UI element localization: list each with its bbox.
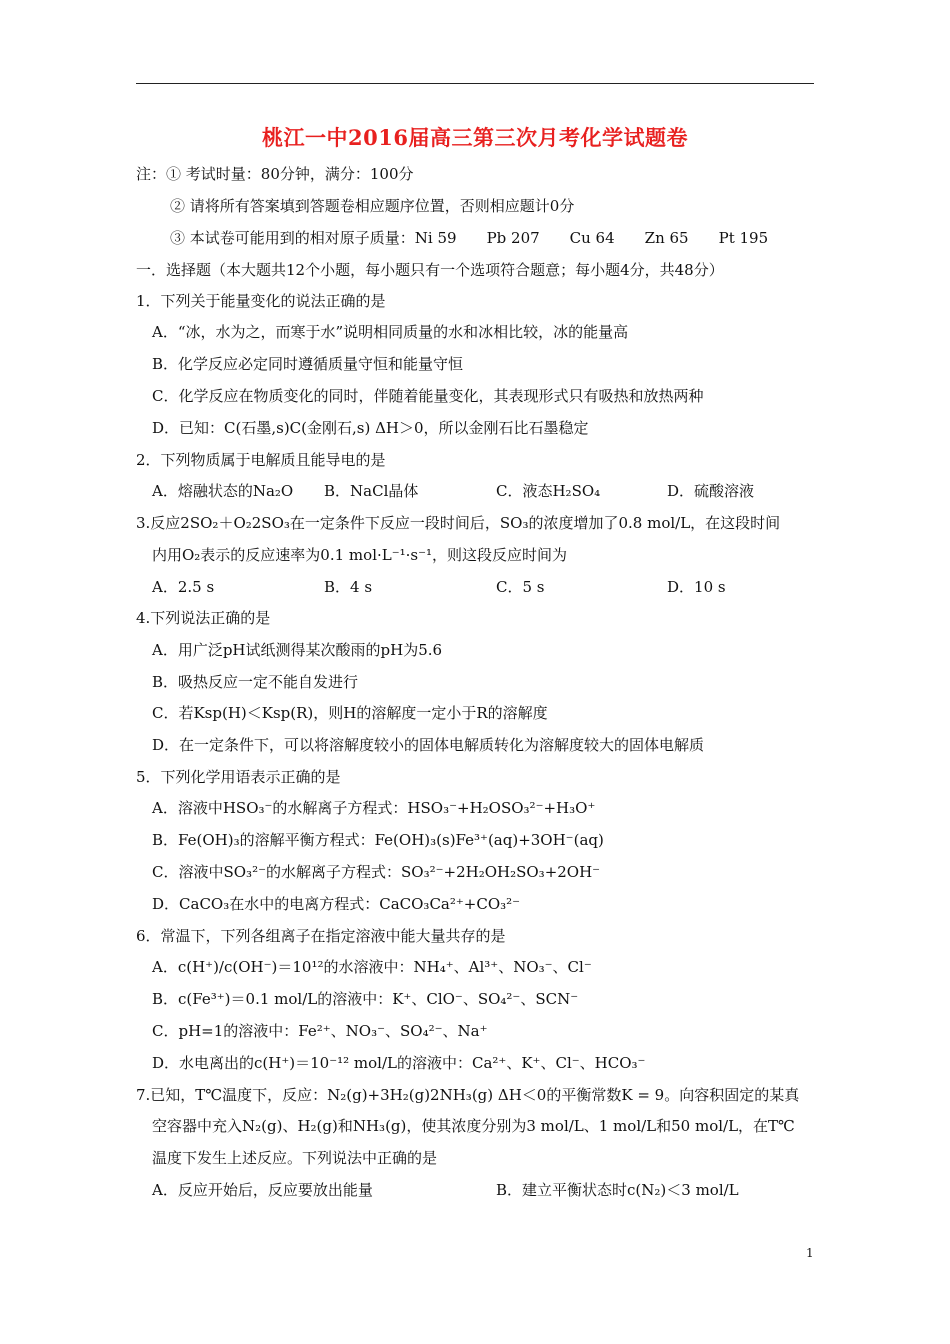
q1-option-a: A．“冰，水为之，而寒于水”说明相同质量的水和冰相比较，冰的能量高 — [152, 323, 629, 341]
q6-option-a: A．c(H⁺)/c(OH⁻)＝10¹²的水溶液中：NH₄⁺、Al³⁺、NO₃⁻、Cl⁻ — [152, 958, 592, 976]
q5-option-a: A．溶液中HSO₃⁻的水解离子方程式：HSO₃⁻+H₂OSO₃²⁻+H₃O⁺ — [152, 799, 596, 817]
q1-stem: 1．下列关于能量变化的说法正确的是 — [136, 292, 386, 310]
mass-cu: Cu 64 — [569, 229, 615, 247]
note-3-label: ③ 本试卷可能用到的相对原子质量： — [170, 229, 415, 247]
q2-option-a: A．熔融状态的Na₂O — [152, 482, 294, 500]
q3-stem-1: 3.反应2SO₂＋O₂2SO₃在一定条件下反应一段时间后，SO₃的浓度增加了0.8 mol/L，在这段时间 — [136, 514, 781, 532]
header-rule — [136, 83, 814, 84]
mass-zn: Zn 65 — [644, 229, 689, 247]
note-1: ① 考试时量：80分钟，满分：100分 — [166, 165, 414, 183]
q1-option-d: D．已知：C(石墨,s)C(金刚石,s) ΔH＞0，所以金刚石比石墨稳定 — [152, 419, 589, 437]
q7-stem-3: 温度下发生上述反应。下列说法中正确的是 — [152, 1149, 438, 1167]
mass-pt: Pt 195 — [718, 229, 769, 247]
q4-stem: 4.下列说法正确的是 — [136, 609, 271, 627]
q1-option-c: C．化学反应在物质变化的同时，伴随着能量变化，其表现形式只有吸热和放热两种 — [152, 387, 704, 405]
q5-stem: 5．下列化学用语表示正确的是 — [136, 768, 341, 786]
q5-option-c: C．溶液中SO₃²⁻的水解离子方程式：SO₃²⁻+2H₂OH₂SO₃+2OH⁻ — [152, 863, 601, 881]
q6-option-b: B．c(Fe³⁺)＝0.1 mol/L的溶液中：K⁺、ClO⁻、SO₄²⁻、SCN⁻ — [152, 990, 579, 1008]
note-2: ② 请将所有答案填到答题卷相应题序位置，否则相应题计0分 — [170, 197, 575, 215]
q5-option-d: D．CaCO₃在水中的电离方程式：CaCO₃Ca²⁺+CO₃²⁻ — [152, 895, 521, 913]
q6-option-d: D．水电离出的c(H⁺)＝10⁻¹² mol/L的溶液中：Ca²⁺、K⁺、Cl⁻、HCO₃⁻ — [152, 1054, 646, 1072]
q1-option-b: B．化学反应必定同时遵循质量守恒和能量守恒 — [152, 355, 464, 373]
exam-title: 桃江一中2016届高三第三次月考化学试题卷 — [262, 125, 688, 150]
note-3 — [170, 228, 768, 248]
q2-option-b: B．NaCl晶体 — [324, 482, 419, 500]
q7-stem-2: 空容器中充入N₂(g)、H₂(g)和NH₃(g)，使其浓度分别为3 mol/L、1 mol/L和50 mol/L，在T℃ — [152, 1117, 795, 1135]
q2-stem: 2．下列物质属于电解质且能导电的是 — [136, 451, 386, 469]
q2-option-c: C．液态H₂SO₄ — [496, 482, 601, 500]
q7-option-b: B．建立平衡状态时c(N₂)＜3 mol/L — [496, 1181, 739, 1199]
q7-option-a: A．反应开始后，反应要放出能量 — [152, 1181, 373, 1199]
q6-stem: 6．常温下，下列各组离子在指定溶液中能大量共存的是 — [136, 927, 506, 945]
notes-prefix: 注： — [136, 165, 167, 183]
q3-option-d: D．10 s — [667, 578, 726, 596]
q5-option-b: B．Fe(OH)₃的溶解平衡方程式：Fe(OH)₃(s)Fe³⁺(aq)+3OH⁻(aq) — [152, 831, 604, 849]
q3-stem-2: 内用O₂表示的反应速率为0.1 mol·L⁻¹·s⁻¹，则这段反应时间为 — [152, 546, 568, 564]
q4-option-d: D．在一定条件下，可以将溶解度较小的固体电解质转化为溶解度较大的固体电解质 — [152, 736, 705, 754]
mass-pb: Pb 207 — [486, 229, 540, 247]
q3-option-b: B．4 s — [324, 578, 373, 596]
q4-option-b: B．吸热反应一定不能自发进行 — [152, 673, 359, 691]
q3-option-a: A．2.5 s — [152, 578, 215, 596]
q3-option-c: C．5 s — [496, 578, 545, 596]
notes-line-1 — [136, 164, 414, 184]
q4-option-c: C．若Ksp(H)＜Ksp(R)，则H的溶解度一定小于R的溶解度 — [152, 704, 548, 722]
q6-option-c: C．pH=1的溶液中：Fe²⁺、NO₃⁻、SO₄²⁻、Na⁺ — [152, 1022, 488, 1040]
page-number: 1 — [806, 1246, 814, 1260]
q7-stem-1: 7.已知，T℃温度下，反应：N₂(g)+3H₂(g)2NH₃(g) ΔH＜0的平衡常数K = 9。向容积固定的某真 — [136, 1086, 800, 1104]
mass-ni: Ni 59 — [414, 229, 457, 247]
q2-option-d: D．硫酸溶液 — [667, 482, 755, 500]
section-heading: 一．选择题（本大题共12个小题，每小题只有一个选项符合题意；每小题4分，共48分） — [136, 261, 724, 279]
q4-option-a: A．用广泛pH试纸测得某次酸雨的pH为5.6 — [152, 641, 443, 659]
